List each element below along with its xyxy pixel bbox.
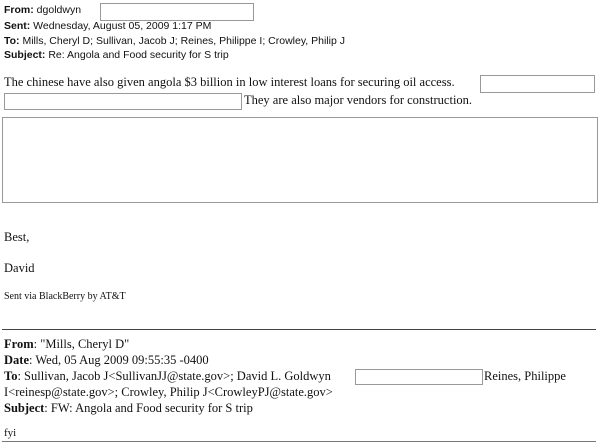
from-label: From: [4,4,34,16]
redaction-box-large [2,117,598,203]
fw-date-value: : Wed, 05 Aug 2009 09:55:35 -0400 [29,353,209,367]
redaction-box [355,369,483,385]
redaction-box [100,3,254,21]
sent-via: Sent via BlackBerry by AT&T [4,291,126,302]
fw-from-value: : "Mills, Cheryl D" [33,337,130,351]
sent-label: Sent: [4,20,31,32]
from-line [4,4,81,16]
fw-body: fyi [4,427,17,439]
subject-label: Subject: [4,49,46,61]
fw-subject-line [4,401,253,416]
divider [2,329,596,330]
redaction-box [4,93,242,110]
fw-to-line-2: I<reinesp@state.gov>; Crowley, Philip J<CrowleyPJ@state.gov> [4,385,333,399]
fw-date-line [4,353,209,368]
subject-line [4,49,229,61]
fw-subject-label: Subject [4,401,45,415]
fw-to-value-2: Reines, Philippe [484,369,566,383]
subject-value: Re: Angola and Food security for S trip [48,49,229,61]
signature: David [4,261,35,275]
to-label: To: [4,35,20,47]
from-value: dgoldwyn [36,4,82,16]
fw-to-label: To [4,369,18,383]
body-line-1: The chinese have also given angola $3 billion in low interest loans for securing oil access. [4,75,455,89]
fw-from-line [4,337,129,352]
redaction-box [480,75,595,93]
to-line [4,35,345,47]
sent-line [4,20,211,32]
to-value: Mills, Cheryl D; Sullivan, Jacob J; Reines, Philippe I; Crowley, Philip J [22,35,345,47]
fw-date-label: Date [4,353,29,367]
fw-to-value-1: : Sullivan, Jacob J<SullivanJJ@state.gov>; David L. Goldwyn [17,369,331,383]
closing: Best, [4,230,30,244]
fw-to-line [4,369,331,384]
bottom-rule [2,441,596,442]
fw-subject-value: : FW: Angola and Food security for S trip [44,401,253,415]
fw-from-label: From [4,337,34,351]
sent-value: Wednesday, August 05, 2009 1:17 PM [33,20,212,32]
body-line-2: They are also major vendors for construction. [244,93,473,107]
